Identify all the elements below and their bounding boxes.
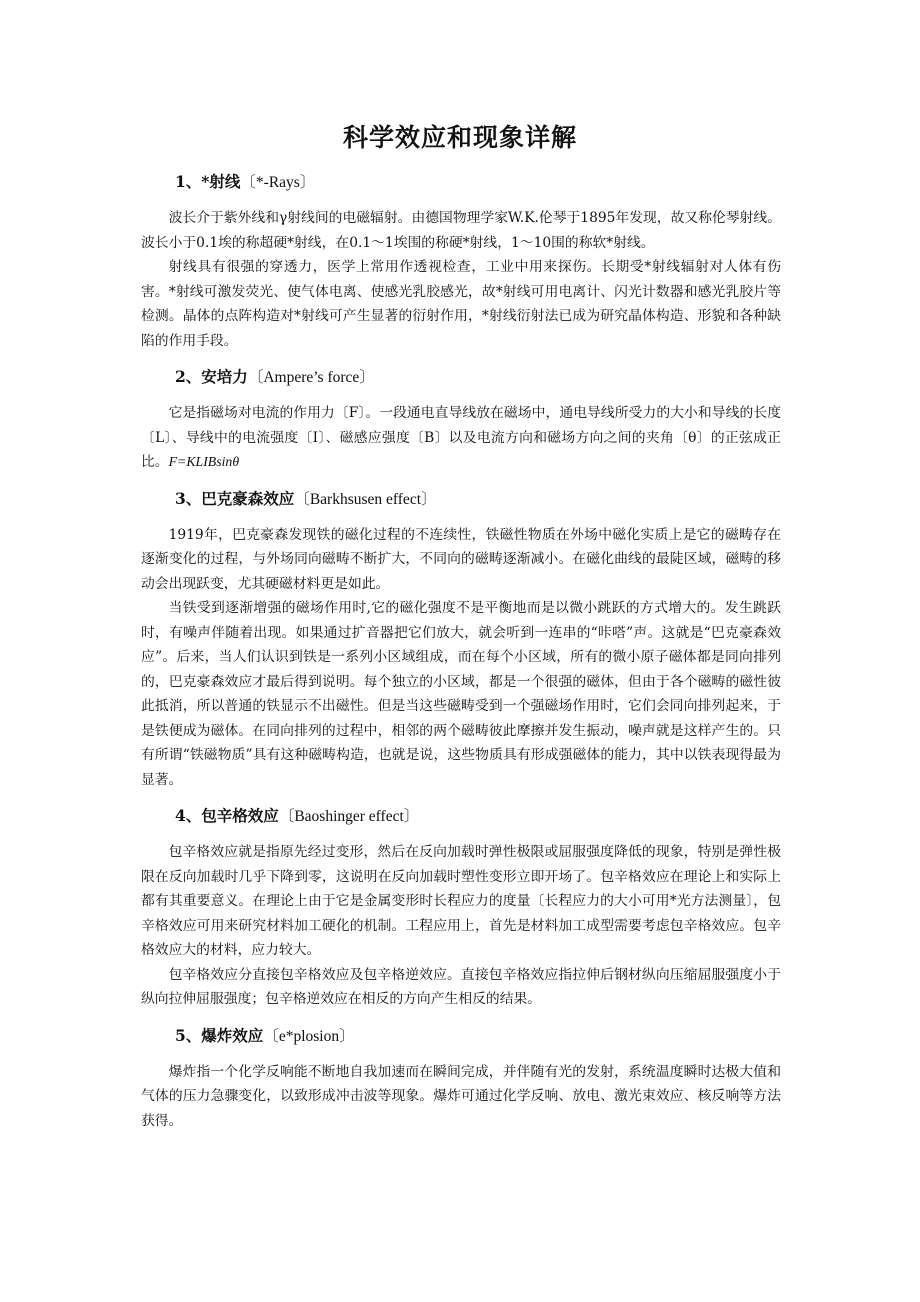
section-name-cn: 安培力 (201, 367, 248, 386)
paragraph-text: 它是指磁场对电流的作用力〔F〕。一段通电直导线放在磁场中，通电导线所受力的大小和导线的长度〔L〕、导线中的电流强度〔I〕、磁感应强度〔B〕以及电流方向和磁场方向之间的夹角〔θ〕的正弦成正比。 (141, 405, 781, 470)
paragraph: 包辛格效应分直接包辛格效应及包辛格逆效应。直接包辛格效应指拉伸后钢材纵向压缩屈服强度小于纵向拉伸屈服强度；包辛格逆效应在相反的方向产生相反的结果。 (141, 966, 781, 1007)
section-heading (175, 487, 781, 512)
section-name-cn: 巴克豪森效应 (201, 488, 295, 508)
section-number: 1、 (175, 172, 202, 191)
section-name-en: 〔Baoshinger effect〕 (278, 808, 420, 825)
paragraph (141, 401, 781, 475)
section-heading (175, 170, 781, 195)
paragraph: 1919年，巴克豪森发现铁的磁化过程的不连续性，铁磁性物质在外场中磁化实质上是它的磁畴存在逐渐变化的过程，与外场同向磁畴不断扩大，不同向的磁畴逐渐减小。在磁化曲线的最陡区域，磁畴的移动会出现跃变，尤其硬磁材料更是如此。 (141, 526, 781, 592)
section-number: 3、 (175, 488, 202, 508)
paragraph: 包辛格效应就是指原先经过变形，然后在反向加载时弹性极限或屈服强度降低的现象，特别是弹性极限在反向加载时几乎下降到零，这说明在反向加载时塑性变形立即开场了。包辛格效应在理论上和实际上都有其重要意义。在理论上由于它是金属变形时长程应力的度量〔长程应力的大小可用*光方法测量〕，包辛格效应可用来研究材料加工硬化的机制。工程应用上，首先是材料加工成型需要考虑包辛格效应。包辛格效应大的材料，应力较大。 (141, 844, 781, 958)
section-name-en: 〔Ampere’s force〕 (247, 369, 375, 386)
paragraph: 爆炸指一个化学反响能不断地自我加速而在瞬间完成，并伴随有光的发射，系统温度瞬时达极大值和气体的压力急骤变化，以致形成冲击波等现象。爆炸可通过化学反响、放电、激光束效应、核反响等方法获得。 (141, 1063, 781, 1129)
section-ampere-force (141, 365, 781, 475)
section-bauschinger-effect (141, 804, 781, 1012)
section-x-rays (141, 170, 781, 353)
section-name-en: 〔*-Rays〕 (240, 174, 316, 191)
section-explosion-effect (141, 1024, 781, 1134)
section-name-en: 〔Barkhsusen effect〕 (294, 490, 437, 508)
section-name-cn: *射线 (201, 172, 241, 191)
section-heading (175, 804, 781, 829)
page-title: 科学效应和现象详解 (342, 123, 577, 152)
section-name-cn: 爆炸效应 (201, 1025, 264, 1045)
section-heading (175, 1024, 781, 1049)
section-number: 5、 (175, 1025, 202, 1045)
section-number: 4、 (175, 806, 202, 825)
section-barkhausen-effect (141, 487, 781, 793)
document-body (141, 170, 781, 1133)
paragraph: 波长介于紫外线和γ射线间的电磁辐射。由德国物理学家W.K.伦琴于1895年发现，故又称伦琴射线。波长小于0.1埃的称超硬*射线，在0.1～1埃围的称硬*射线，1～10围的称软*射线。 (141, 210, 781, 251)
section-name-cn: 包辛格效应 (201, 806, 279, 825)
formula: F=KLIBsinθ (168, 454, 240, 469)
section-heading (175, 365, 781, 390)
paragraph: 当铁受到逐渐增强的磁场作用时,它的磁化强度不是平衡地而是以微小跳跃的方式增大的。发生跳跃时，有噪声伴随着出现。如果通过扩音器把它们放大，就会听到一连串的“咔嗒”声。这就是“巴克豪森效应”。后来，当人们认识到铁是一系列小区域组成，而在每个小区域，所有的微小原子磁体都是同向排列的，巴克豪森效应才最后得到说明。每个独立的小区域，都是一个很强的磁体，但由于各个磁畴的磁性彼此抵消，所以普通的铁显示不出磁性。但是当这些磁畴受到一个强磁场作用时，它们会同向排列起来，于是铁便成为磁体。在同向排列的过程中，相邻的两个磁畴彼此摩擦并发生振动，噪声就是这样产生的。只有所谓“铁磁物质”具有这种磁畴构造，也就是说，这些物质具有形成强磁体的能力，其中以铁表现得最为显著。 (141, 600, 781, 788)
section-number: 2、 (175, 367, 202, 386)
paragraph: 射线具有很强的穿透力，医学上常用作透视检查，工业中用来探伤。长期受*射线辐射对人体有伤害。*射线可激发荧光、使气体电离、使感光乳胶感光，故*射线可用电离计、闪光计数器和感光乳胶片等检测。晶体的点阵构造对*射线可产生显著的衍射作用，*射线衍射法已成为研究晶体构造、形貌和各种缺陷的作用手段。 (141, 259, 781, 349)
section-name-en: 〔e*plosion〕 (263, 1027, 355, 1045)
